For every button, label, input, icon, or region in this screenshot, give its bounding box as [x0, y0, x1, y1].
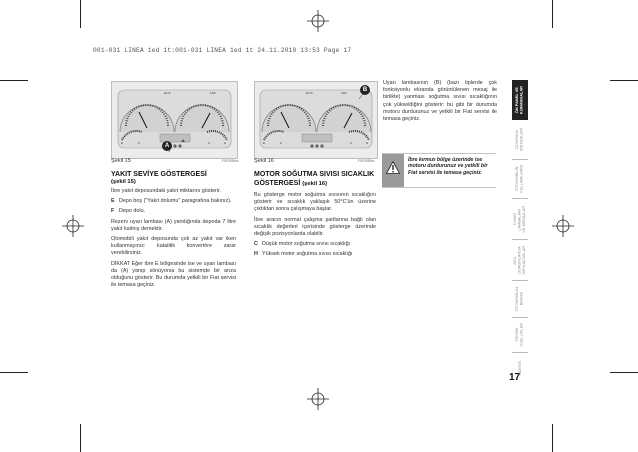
registration-mark-icon [307, 10, 329, 32]
callout-letter: B [362, 87, 368, 93]
tab-label: OTOMOBİLİN BAKIMI [514, 286, 524, 312]
paragraph: Bu gösterge motor soğutma sıvısının sıcaklığını gösterir ve sıcaklık yaklaşık 50°C'ün üzerine çıktıktan sonra çalışmaya başlar. [254, 192, 376, 213]
gauge-label: H [224, 141, 227, 145]
gauge-label: E [121, 141, 124, 145]
list-item [111, 198, 236, 205]
section-title: YAKIT SEVİYE GÖSTERGESİ [111, 171, 207, 178]
instrument-cluster-illustration [255, 82, 377, 158]
tab-label: TEKNİK ÖZELLİKLER [514, 323, 524, 347]
crop-mark [0, 372, 28, 373]
callout-marker [360, 85, 370, 95]
paragraph: Otomobili yakıt deposunda çok az yakıt var iken kullanmayınız: katalitik konvertöre zarar verebilirsiniz. [111, 236, 236, 257]
registration-mark-icon [62, 215, 84, 237]
figure-coolant-gauge [254, 81, 378, 159]
gauge-label: F [280, 141, 282, 145]
list-item [254, 251, 376, 258]
tab-emergency[interactable] [512, 240, 528, 280]
paragraph: İbre yakıt deposundaki yakıt miktarını gösterir. [111, 188, 221, 194]
gauge-label: H [366, 141, 369, 145]
tab-label: OTOMOBİLİN KULLANILMASI [514, 165, 524, 193]
section-title-text: MOTOR SOĞUTMA SIVISI SICAKLIK GÖSTERGESİ [254, 171, 375, 187]
tab-label: ÖN PANEL VE KUMANDALAR [514, 85, 524, 115]
list-item-label: H [254, 251, 258, 258]
paragraph: İbre aracın normal çalışma şartlarına bağlı olan sıcaklık değerleri içerisinde gösterge üzerinde değişik pozisyonlarda olabilir. [254, 216, 376, 238]
list-item [254, 241, 376, 248]
column-fuel-gauge [111, 170, 236, 289]
tab-label: UYARI LAMBALARI VE MESAJLAR [512, 205, 527, 233]
gauge-label: C [208, 141, 211, 145]
crop-mark [552, 0, 553, 28]
crop-mark [610, 80, 638, 81]
column-coolant-gauge [254, 170, 376, 259]
print-header: 001-031 LINEA 1ed 1t:001-031 LINEA 1ed 1t 24.11.2010 13:53 Page 17 [93, 47, 352, 54]
crop-mark [80, 424, 81, 452]
figure-code: F0F0054m [222, 159, 239, 163]
list-item-text: Düşük motor soğutma sıvısı sıcaklığı [262, 241, 351, 248]
warning-triangle-icon [386, 161, 400, 174]
figure-caption: Şekil 16 [254, 158, 274, 164]
tab-safety[interactable] [512, 121, 528, 159]
paragraph: Uyarı lambasının (B) (bazı tiplerde çok fonksiyonlu ekranda görüntülenen mesaj ile birlikte) yanması soğutma sıvısı sıcaklığının çok yükseldiğini gösterir: bu gibi bir durumda motoru durdurunuz ve yetkili bir Fiat servisi ile temasa geçiniz. [383, 80, 497, 123]
figure-code: F0F0055m [358, 159, 375, 163]
gauge-label: LAP [341, 91, 347, 95]
tab-technical-specs[interactable] [512, 318, 528, 352]
page-number: 17 [509, 372, 521, 383]
list-item [111, 208, 236, 215]
list-item-text: Depo dolu. [119, 208, 146, 215]
section-subtitle: (şekil 15) [111, 179, 136, 185]
tab-label: GÜVENLİK SİSTEMLERİ [514, 128, 524, 152]
gauge-label: C [350, 141, 353, 145]
warning-text: İbre kırmızı bölge üzerinde ise motoru durdurunuz ve yetkili bir Fiat servisi ile temasa geçiniz. [408, 157, 488, 176]
gauge-label: km/h [306, 91, 313, 95]
tab-maintenance[interactable] [512, 281, 528, 317]
instrument-cluster-illustration [112, 82, 237, 158]
callout-marker [162, 141, 172, 151]
crop-mark [610, 372, 638, 373]
gauge-label: E [263, 141, 266, 145]
tab-label: İNDEKS [516, 360, 522, 376]
tab-warning-lights[interactable] [512, 199, 528, 239]
list-item-label: C [254, 241, 258, 248]
tab-on-panel[interactable] [512, 80, 528, 120]
figure-caption: Şekil 15 [111, 158, 131, 164]
list-item-text: Depo boş ("Yakıt dolumu" paragrafına bakınız). [119, 198, 232, 205]
callout-letter: A [164, 143, 170, 149]
gauge-label: LAP [210, 91, 216, 95]
registration-mark-icon [307, 388, 329, 410]
gauge-label: F [138, 141, 140, 145]
list-item-text: Yüksek motor soğutma sıvısı sıcaklığı [262, 251, 353, 258]
tab-label: ACİL DURUMLARDA YAPILACAKLAR [512, 245, 527, 275]
section-title [254, 170, 376, 189]
tab-driving[interactable] [512, 160, 528, 198]
list-item-label: E [111, 198, 115, 205]
paragraph: DİKKAT Eğer ibre E bölgesinde ise ve uyarı lambası da (A) yanıp sönüyorsa bu sistemde bir arıza olduğunu gösterir. Bu durumda yetkili bir Fiat servisi ile temasa geçiniz. [111, 260, 236, 289]
crop-mark [80, 0, 81, 28]
paragraph: Rezerv uyarı lambası (A) yandığında depoda 7 litre yakıt kalmış demektir. [111, 218, 236, 232]
gauge-label: km/h [164, 91, 171, 95]
list-item-label: F [111, 208, 115, 215]
crop-mark [552, 424, 553, 452]
section-subtitle: (şekil 16) [302, 181, 328, 187]
figure-fuel-gauge [111, 81, 238, 159]
registration-mark-icon [552, 215, 574, 237]
crop-mark [0, 80, 28, 81]
